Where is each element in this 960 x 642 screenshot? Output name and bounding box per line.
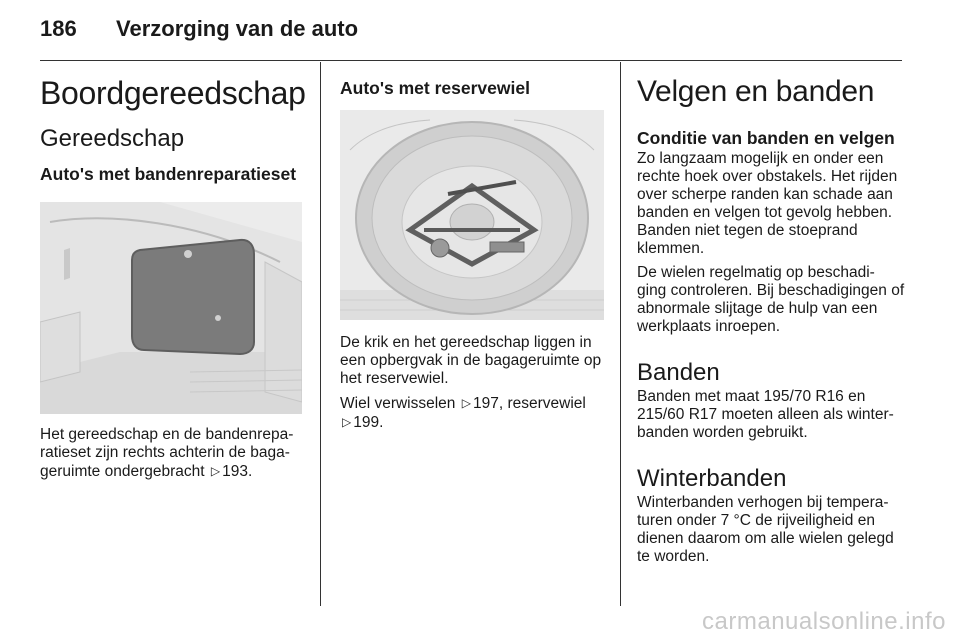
trunk-photo-illustration [40, 202, 302, 414]
page-ref-193[interactable]: 193. [222, 463, 253, 480]
paragraph-wheel-change-text: Wiel verwisselen [340, 395, 456, 412]
heading-conditie-banden: Conditie van banden en velgen [637, 128, 895, 148]
paragraph-obstacles: Zo langzaam mogelijk en onder een rechte hoek over obstakels. Het rijden over scherpe randen kan schade aan banden en velgen tot gevolg hebben. Banden niet tegen de stoeprand klemmen. [637, 150, 898, 257]
heading-bandenreparatieset: Auto's met bandenreparatieset [40, 164, 297, 184]
page-ref-197[interactable]: 197, reservewiel [472, 395, 586, 412]
header-rule [40, 60, 902, 61]
paragraph-jack-storage: De krik en het gereedschap liggen in een opbergvak in de bagageruimte op het reservewiel. [340, 334, 602, 387]
subsection-title-gereedschap: Gereedschap [40, 125, 185, 152]
paragraph-wheel-change [340, 394, 605, 432]
paragraph-toolkit-location [40, 426, 305, 481]
section-title-velgen-en-banden: Velgen en banden [637, 75, 875, 108]
watermark: carmanualsonline.info [702, 608, 946, 635]
subsection-title-banden: Banden [637, 359, 720, 386]
page-ref-199[interactable]: 199. [353, 414, 384, 431]
paragraph-tyre-sizes: Banden met maat 195/70 R16 en 215/60 R17 moeten alleen als winter- banden worden gebruikt. [637, 388, 894, 441]
paragraph-inspection: De wielen regelmatig op beschadi- ging controleren. Bij beschadigingen of abnormale slijtage de hulp van een werkplaats inroepen. [637, 264, 905, 335]
trunk-side-panel-photo [40, 202, 302, 414]
page-ref-arrow-icon: ▷ [342, 415, 352, 429]
section-title-boordgereedschap: Boordgereedschap [40, 75, 306, 111]
column-divider-2 [620, 62, 621, 606]
paragraph-winter-tyres: Winterbanden verhogen bij tempera- turen onder 7 °C de rijveiligheid en dienen daarom om alle wielen gelegd te worden. [637, 494, 894, 565]
column-divider-1 [320, 62, 321, 606]
column-1 [40, 62, 305, 481]
column-2 [340, 62, 605, 432]
page-ref-arrow-icon: ▷ [461, 396, 471, 410]
page-ref-arrow-icon: ▷ [210, 464, 221, 478]
spare-wheel-illustration [340, 110, 604, 320]
paragraph-toolkit-text: Het gereedschap en de bandenrepa- ratieset zijn rechts achterin de baga- geruimte ondergebracht [40, 426, 294, 480]
spare-wheel-jack-photo [340, 110, 604, 320]
page-number: 186 [40, 16, 77, 41]
page-header [40, 16, 358, 50]
column-3 [637, 62, 905, 566]
subsection-title-winterbanden: Winterbanden [637, 465, 787, 492]
heading-reservewiel: Auto's met reservewiel [340, 78, 530, 98]
running-title: Verzorging van de auto [116, 16, 359, 41]
